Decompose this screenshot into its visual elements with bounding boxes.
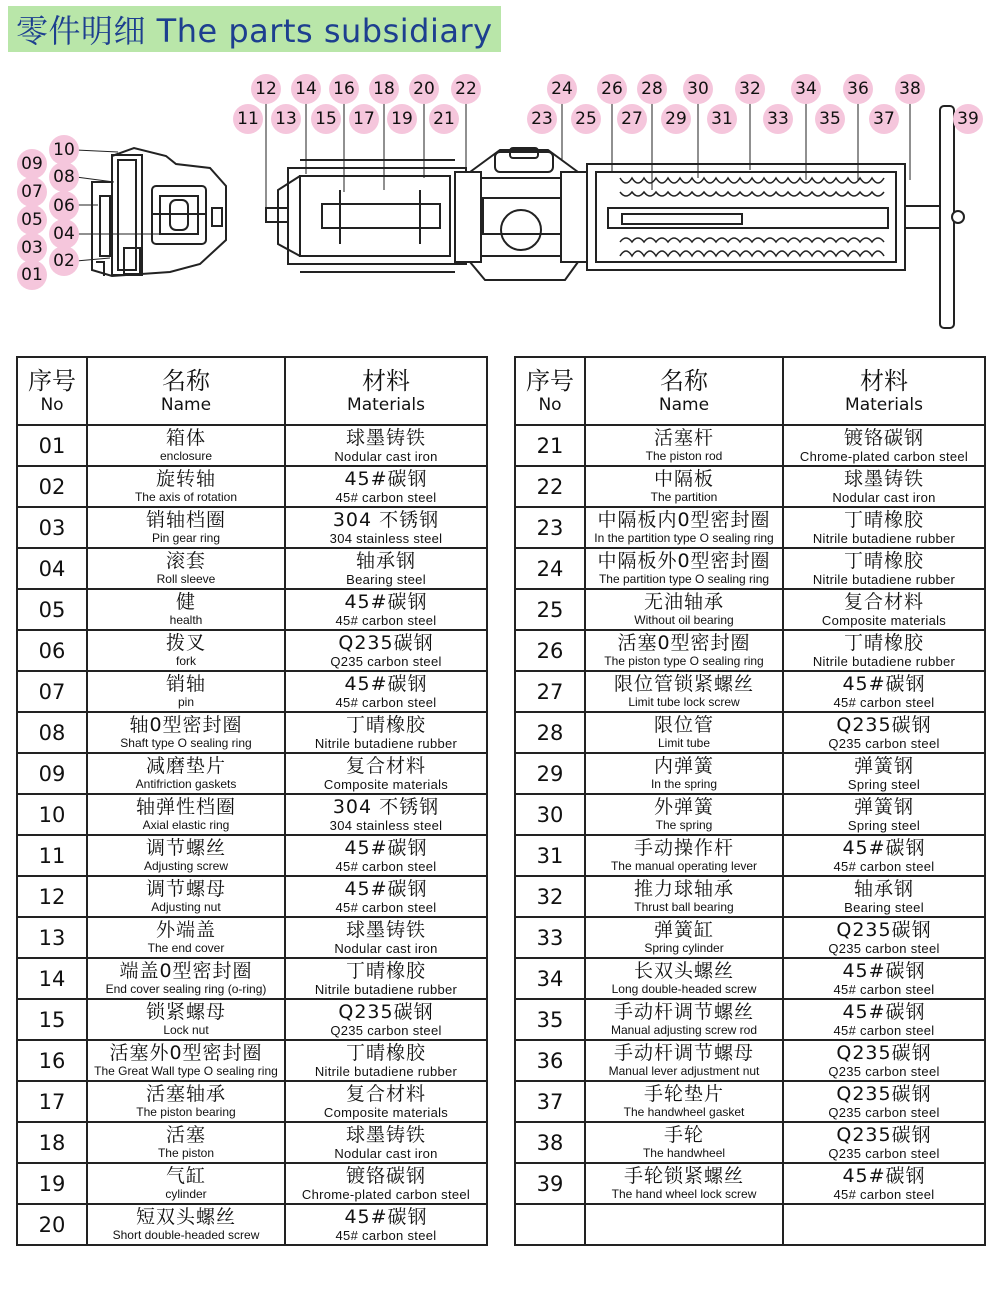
part-name: 活塞0型密封圈 The piston type O sealing ring [585, 630, 783, 671]
part-material: 304 不锈钢 304 stainless steel [285, 794, 487, 835]
part-name: 轴弹性档圈 Axial elastic ring [87, 794, 285, 835]
part-name: 调节螺丝 Adjusting screw [87, 835, 285, 876]
page-title: 零件明细 The parts subsidiary [8, 6, 501, 52]
spring-coils [620, 178, 884, 256]
table-row [17, 835, 487, 876]
part-name: 调节螺母 Adjusting nut [87, 876, 285, 917]
callout-label: 10 [53, 140, 75, 160]
callout-label: 27 [621, 109, 643, 129]
part-name: 端盖0型密封圈 End cover sealing ring (o-ring) [87, 958, 285, 999]
part-number: 10 [17, 794, 87, 835]
table-row [17, 589, 487, 630]
table-row [17, 1081, 487, 1122]
table-row [17, 917, 487, 958]
part-material: 复合材料 Composite materials [285, 753, 487, 794]
part-name: 限位管锁紧螺丝 Limit tube lock screw [585, 671, 783, 712]
part-material: 镀铬碳钢 Chrome-plated carbon steel [783, 425, 985, 466]
part-name: 推力球轴承 Thrust ball bearing [585, 876, 783, 917]
part-number: 17 [17, 1081, 87, 1122]
part-name: 气缸 cylinder [87, 1163, 285, 1204]
part-number: 01 [17, 425, 87, 466]
part-name: 滚套 Roll sleeve [87, 548, 285, 589]
part-material: 丁晴橡胶 Nitrile butadiene rubber [285, 958, 487, 999]
part-number: 29 [515, 753, 585, 794]
table-row [515, 1122, 985, 1163]
part-name: 内弹簧 In the spring [585, 753, 783, 794]
table-row [515, 1040, 985, 1081]
part-number: 15 [17, 999, 87, 1040]
part-material: 丁晴橡胶 Nitrile butadiene rubber [783, 507, 985, 548]
part-number: 18 [17, 1122, 87, 1163]
part-material: 球墨铸铁 Nodular cast iron [285, 1122, 487, 1163]
part-material: 丁晴橡胶 Nitrile butadiene rubber [783, 630, 985, 671]
table-row [515, 630, 985, 671]
part-name: 活塞外0型密封圈 The Great Wall type O sealing ring [87, 1040, 285, 1081]
part-number: 23 [515, 507, 585, 548]
part-material: Q235碳钢 Q235 carbon steel [783, 712, 985, 753]
callout-label: 16 [333, 79, 355, 99]
part-number: 04 [17, 548, 87, 589]
part-material [783, 1204, 985, 1245]
part-number: 24 [515, 548, 585, 589]
part-name: 拨叉 fork [87, 630, 285, 671]
part-name: 活塞 The piston [87, 1122, 285, 1163]
table-row [515, 753, 985, 794]
part-name: 活塞轴承 The piston bearing [87, 1081, 285, 1122]
callout-label: 21 [433, 109, 455, 129]
table-row [17, 876, 487, 917]
part-material: 45#碳钢 45# carbon steel [285, 835, 487, 876]
part-name: 手轮垫片 The handwheel gasket [585, 1081, 783, 1122]
part-name: 销轴档圈 Pin gear ring [87, 507, 285, 548]
table-row [515, 466, 985, 507]
table-row [17, 1122, 487, 1163]
part-name: 锁紧螺母 Lock nut [87, 999, 285, 1040]
part-name: 中隔板 The partition [585, 466, 783, 507]
callout-label: 14 [295, 79, 317, 99]
part-number: 13 [17, 917, 87, 958]
part-number: 20 [17, 1204, 87, 1245]
callout-label: 11 [237, 109, 259, 129]
table-header-row [17, 357, 487, 425]
part-name: 外端盖 The end cover [87, 917, 285, 958]
table-row [17, 712, 487, 753]
table-header-row [515, 357, 985, 425]
part-name: 手动操作杆 The manual operating lever [585, 835, 783, 876]
part-number: 11 [17, 835, 87, 876]
callout-label: 24 [551, 79, 573, 99]
callout-label: 07 [21, 182, 43, 202]
header-materials: 材料 Materials [285, 357, 487, 425]
part-name: 轴0型密封圈 Shaft type O sealing ring [87, 712, 285, 753]
part-name: 弹簧缸 Spring cylinder [585, 917, 783, 958]
callout-label: 20 [413, 79, 435, 99]
callout-label: 35 [819, 109, 841, 129]
actuator-section-view [266, 148, 905, 280]
callout-label: 31 [711, 109, 733, 129]
part-number [515, 1204, 585, 1245]
part-material: Q235碳钢 Q235 carbon steel [783, 1081, 985, 1122]
part-material: 45#碳钢 45# carbon steel [783, 1163, 985, 1204]
table-row [17, 1204, 487, 1245]
callout-label: 13 [275, 109, 297, 129]
part-material: 球墨铸铁 Nodular cast iron [285, 917, 487, 958]
callout-label: 33 [767, 109, 789, 129]
part-number: 36 [515, 1040, 585, 1081]
part-material: Q235碳钢 Q235 carbon steel [285, 630, 487, 671]
part-material: Q235碳钢 Q235 carbon steel [783, 1040, 985, 1081]
parts-table-left [16, 356, 488, 1246]
header-name: 名称 Name [87, 357, 285, 425]
part-material: Q235碳钢 Q235 carbon steel [285, 999, 487, 1040]
table-row [17, 548, 487, 589]
table-row [515, 876, 985, 917]
callout-label: 09 [21, 154, 43, 174]
part-number: 07 [17, 671, 87, 712]
table-row [515, 671, 985, 712]
callout-label: 15 [315, 109, 337, 129]
callout-label: 03 [21, 238, 43, 258]
callout-label: 08 [53, 167, 75, 187]
part-material: 45#碳钢 45# carbon steel [783, 958, 985, 999]
part-material: 球墨铸铁 Nodular cast iron [783, 466, 985, 507]
callout-label: 01 [21, 265, 43, 285]
part-material: 轴承钢 Bearing steel [783, 876, 985, 917]
part-number: 02 [17, 466, 87, 507]
part-material: Q235碳钢 Q235 carbon steel [783, 917, 985, 958]
callout-label: 37 [873, 109, 895, 129]
part-number: 37 [515, 1081, 585, 1122]
part-material: 45#碳钢 45# carbon steel [285, 466, 487, 507]
table-row [515, 1204, 985, 1245]
part-name: 健 health [87, 589, 285, 630]
table-row [515, 712, 985, 753]
part-number: 03 [17, 507, 87, 548]
part-number: 32 [515, 876, 585, 917]
part-number: 08 [17, 712, 87, 753]
part-material: 复合材料 Composite materials [783, 589, 985, 630]
callout-label: 38 [899, 79, 921, 99]
table-row [17, 507, 487, 548]
callout-label: 04 [53, 224, 75, 244]
part-material: 丁晴橡胶 Nitrile butadiene rubber [285, 1040, 487, 1081]
part-material: 45#碳钢 45# carbon steel [285, 876, 487, 917]
callout-label: 02 [53, 251, 75, 271]
part-number: 31 [515, 835, 585, 876]
part-name: 短双头螺丝 Short double-headed screw [87, 1204, 285, 1245]
callout-label: 32 [739, 79, 761, 99]
part-material: 45#碳钢 45# carbon steel [285, 589, 487, 630]
part-number: 26 [515, 630, 585, 671]
callout-label: 19 [391, 109, 413, 129]
callout-label: 12 [255, 79, 277, 99]
part-number: 16 [17, 1040, 87, 1081]
table-row [515, 917, 985, 958]
part-name: 外弹簧 The spring [585, 794, 783, 835]
part-material: 弹簧钢 Spring steel [783, 794, 985, 835]
callout-label: 29 [665, 109, 687, 129]
callout-label: 18 [373, 79, 395, 99]
part-name: 销轴 pin [87, 671, 285, 712]
table-row [17, 630, 487, 671]
part-material: 复合材料 Composite materials [285, 1081, 487, 1122]
part-number: 19 [17, 1163, 87, 1204]
part-number: 14 [17, 958, 87, 999]
part-material: 球墨铸铁 Nodular cast iron [285, 425, 487, 466]
part-material: 45#碳钢 45# carbon steel [783, 999, 985, 1040]
callout-label: 06 [53, 196, 75, 216]
part-name: 箱体 enclosure [87, 425, 285, 466]
part-number: 09 [17, 753, 87, 794]
table-row [515, 999, 985, 1040]
part-number: 33 [515, 917, 585, 958]
part-name: 活塞杆 The piston rod [585, 425, 783, 466]
table-row [515, 794, 985, 835]
callout-label: 28 [641, 79, 663, 99]
header-materials: 材料 Materials [783, 357, 985, 425]
part-number: 38 [515, 1122, 585, 1163]
part-number: 28 [515, 712, 585, 753]
part-number: 34 [515, 958, 585, 999]
table-row [17, 958, 487, 999]
actuator-diagram [0, 60, 996, 350]
part-name: 手轮 The handwheel [585, 1122, 783, 1163]
part-name: 限位管 Limit tube [585, 712, 783, 753]
part-name: 中隔板内0型密封圈 In the partition type O sealing ring [585, 507, 783, 548]
table-row [17, 671, 487, 712]
part-number: 35 [515, 999, 585, 1040]
table-row [515, 958, 985, 999]
table-row [515, 425, 985, 466]
part-number: 06 [17, 630, 87, 671]
part-name: 旋转轴 The axis of rotation [87, 466, 285, 507]
part-material: 45#碳钢 45# carbon steel [783, 835, 985, 876]
part-number: 27 [515, 671, 585, 712]
gearbox-side-view [92, 148, 226, 276]
table-row [17, 1040, 487, 1081]
callout-label: 26 [601, 79, 623, 99]
callout-label: 23 [531, 109, 553, 129]
part-number: 12 [17, 876, 87, 917]
callout-label: 36 [847, 79, 869, 99]
table-row [17, 466, 487, 507]
part-name: 手动杆调节螺母 Manual lever adjustment nut [585, 1040, 783, 1081]
part-number: 25 [515, 589, 585, 630]
handwheel [905, 106, 964, 328]
table-row [17, 425, 487, 466]
part-name: 无油轴承 Without oil bearing [585, 589, 783, 630]
part-material: 丁晴橡胶 Nitrile butadiene rubber [285, 712, 487, 753]
table-row [515, 589, 985, 630]
part-material: 45#碳钢 45# carbon steel [285, 1204, 487, 1245]
part-number: 30 [515, 794, 585, 835]
callout-label: 25 [575, 109, 597, 129]
part-material: 45#碳钢 45# carbon steel [285, 671, 487, 712]
callout-label: 17 [353, 109, 375, 129]
header-no: 序号 No [17, 357, 87, 425]
part-material: 轴承钢 Bearing steel [285, 548, 487, 589]
part-number: 22 [515, 466, 585, 507]
callout-label: 34 [795, 79, 817, 99]
part-name: 长双头螺丝 Long double-headed screw [585, 958, 783, 999]
part-material: 45#碳钢 45# carbon steel [783, 671, 985, 712]
part-material: 镀铬碳钢 Chrome-plated carbon steel [285, 1163, 487, 1204]
table-row [17, 794, 487, 835]
part-material: 304 不锈钢 304 stainless steel [285, 507, 487, 548]
header-name: 名称 Name [585, 357, 783, 425]
part-name: 中隔板外0型密封圈 The partition type O sealing ring [585, 548, 783, 589]
table-row [515, 1081, 985, 1122]
parts-table-right [514, 356, 986, 1246]
header-no: 序号 No [515, 357, 585, 425]
callout-label: 30 [687, 79, 709, 99]
table-row [515, 835, 985, 876]
callout-label: 22 [455, 79, 477, 99]
part-material: Q235碳钢 Q235 carbon steel [783, 1122, 985, 1163]
table-row [515, 548, 985, 589]
callout-label: 39 [957, 109, 979, 129]
table-row [515, 507, 985, 548]
part-name [585, 1204, 783, 1245]
table-row [17, 999, 487, 1040]
part-material: 弹簧钢 Spring steel [783, 753, 985, 794]
part-number: 21 [515, 425, 585, 466]
callout-label: 05 [21, 210, 43, 230]
part-number: 39 [515, 1163, 585, 1204]
table-row [515, 1163, 985, 1204]
part-name: 手动杆调节螺丝 Manual adjusting screw rod [585, 999, 783, 1040]
table-row [17, 753, 487, 794]
part-name: 减磨垫片 Antifriction gaskets [87, 753, 285, 794]
part-name: 手轮锁紧螺丝 The hand wheel lock screw [585, 1163, 783, 1204]
table-row [17, 1163, 487, 1204]
part-number: 05 [17, 589, 87, 630]
part-material: 丁晴橡胶 Nitrile butadiene rubber [783, 548, 985, 589]
